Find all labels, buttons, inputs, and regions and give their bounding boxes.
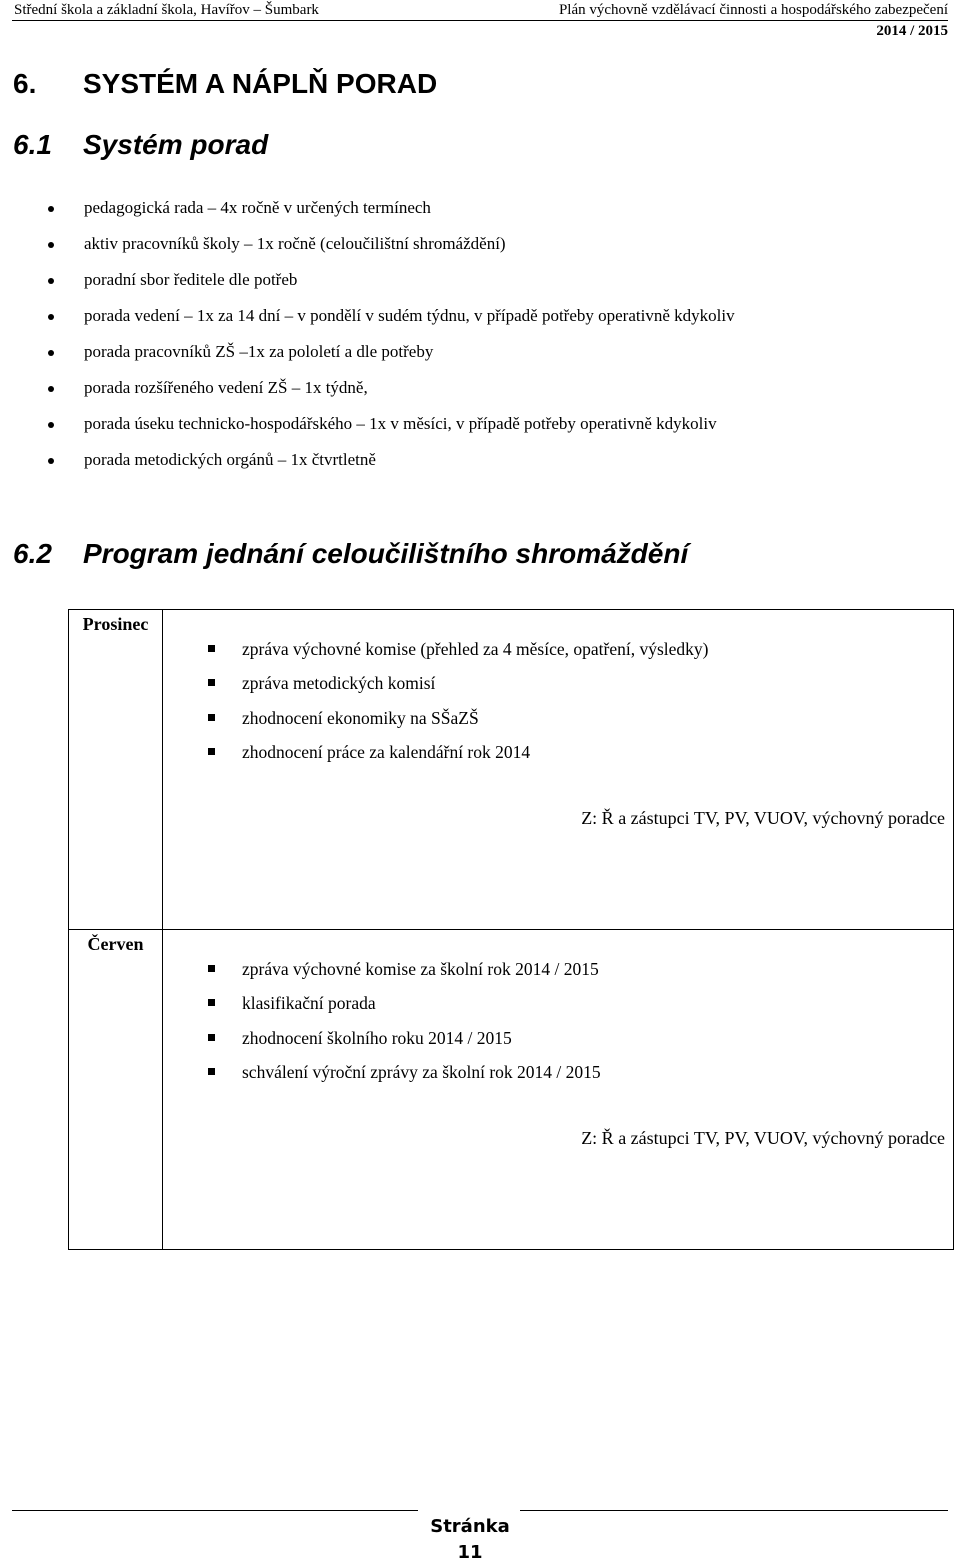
table-row	[69, 930, 953, 1249]
header-plan-title: Plán výchovně vzdělávací činnosti a hospodářského zabezpečení	[558, 2, 948, 18]
header-divider	[12, 20, 948, 21]
bullet-icon	[48, 386, 54, 392]
list-item	[0, 298, 960, 334]
month-cell: Prosinec	[82, 614, 149, 634]
bullet-icon	[48, 206, 54, 212]
header-school-name: Střední škola a základní škola, Havířov – Šumbark	[14, 2, 319, 18]
subsection-2-number: 6.2	[13, 538, 52, 569]
responsible-persons: Z: Ř a zástupci TV, PV, VUOV, výchovný poradce	[581, 1128, 945, 1148]
agenda-item	[206, 701, 709, 735]
section-title: SYSTÉM A NÁPLŇ PORAD	[83, 68, 438, 99]
agenda-list	[206, 952, 601, 1089]
list-item	[0, 406, 960, 442]
column-divider	[162, 610, 163, 929]
bullet-icon	[48, 314, 54, 320]
subsection-1-title: Systém porad	[83, 129, 269, 160]
list-item-text: aktiv pracovníků školy – 1x ročně (celoučilištní shromáždění)	[84, 234, 506, 253]
section-number: 6.	[13, 68, 37, 99]
list-item	[0, 190, 960, 226]
agenda-item-text: zpráva výchovné komise za školní rok 2014 / 2015	[242, 959, 599, 979]
agenda-item-text: klasifikační porada	[242, 993, 376, 1014]
list-item	[0, 262, 960, 298]
list-item-text: porada vedení – 1x za 14 dní – v pondělí v sudém týdnu, v případě potřeby operativně kdykoliv	[84, 306, 735, 325]
square-bullet-icon	[208, 965, 215, 972]
list-item-text: poradní sbor ředitele dle potřeb	[84, 270, 298, 289]
table-row	[69, 610, 953, 930]
bullet-icon	[48, 278, 54, 284]
agenda-item-text: zhodnocení práce za kalendářní rok 2014	[242, 741, 531, 762]
agenda-item-text: zhodnocení ekonomiky na SŠaZŠ	[242, 707, 479, 728]
page-number	[420, 1514, 520, 1566]
agenda-list	[206, 632, 709, 769]
column-divider	[162, 930, 163, 1249]
agenda-item-text: zhodnocení školního roku 2014 / 2015	[242, 1027, 512, 1048]
assembly-program-table	[68, 609, 954, 1250]
page-word: Stránka	[430, 1516, 510, 1537]
list-item-text: porada pracovníků ZŠ –1x za pololetí a dle potřeby	[84, 342, 434, 361]
list-item	[0, 334, 960, 370]
subsection-2-heading	[13, 536, 688, 572]
bullet-icon	[48, 242, 54, 248]
page-number-value: 11	[457, 1542, 483, 1563]
agenda-item-text: zpráva výchovné komise (přehled za 4 měsíce, opatření, výsledky)	[242, 639, 709, 659]
agenda-item-text: schválení výroční zprávy za školní rok 2014 / 2015	[242, 1061, 601, 1082]
square-bullet-icon	[208, 1068, 215, 1075]
agenda-item	[206, 666, 709, 700]
square-bullet-icon	[208, 645, 215, 652]
agenda-item-text: zpráva metodických komisí	[242, 673, 436, 694]
month-cell: Červen	[87, 934, 144, 954]
list-item	[0, 442, 960, 478]
header-school-year: 2014 / 2015	[876, 23, 948, 39]
bullet-icon	[48, 422, 54, 428]
agenda-item	[206, 735, 709, 769]
square-bullet-icon	[208, 748, 215, 755]
list-item-text: pedagogická rada – 4x ročně v určených termínech	[84, 198, 431, 217]
square-bullet-icon	[208, 714, 215, 721]
square-bullet-icon	[208, 679, 215, 686]
list-item-text: porada metodických orgánů – 1x čtvrtletně	[84, 450, 376, 469]
list-item-text: porada rozšířeného vedení ZŠ – 1x týdně,	[84, 378, 368, 397]
square-bullet-icon	[208, 999, 215, 1006]
bullet-icon	[48, 458, 54, 464]
bullet-icon	[48, 350, 54, 356]
square-bullet-icon	[208, 1034, 215, 1041]
section-heading	[13, 66, 437, 102]
subsection-1-number: 6.1	[13, 129, 52, 160]
subsection-1-heading	[13, 127, 268, 163]
agenda-item	[206, 1055, 601, 1089]
list-item-text: porada úseku technicko-hospodářského – 1x v měsíci, v případě potřeby operativně kdykoliv	[84, 414, 717, 433]
responsible-persons: Z: Ř a zástupci TV, PV, VUOV, výchovný poradce	[581, 808, 945, 828]
agenda-item	[206, 632, 709, 666]
agenda-item	[206, 1021, 601, 1055]
subsection-2-title: Program jednání celoučilištního shromáždění	[83, 538, 689, 569]
footer-divider-right	[520, 1510, 948, 1511]
meeting-system-list	[0, 190, 960, 478]
list-item	[0, 370, 960, 406]
agenda-item	[206, 986, 601, 1020]
list-item	[0, 226, 960, 262]
agenda-item	[206, 952, 601, 986]
footer-divider-left	[12, 1510, 418, 1511]
